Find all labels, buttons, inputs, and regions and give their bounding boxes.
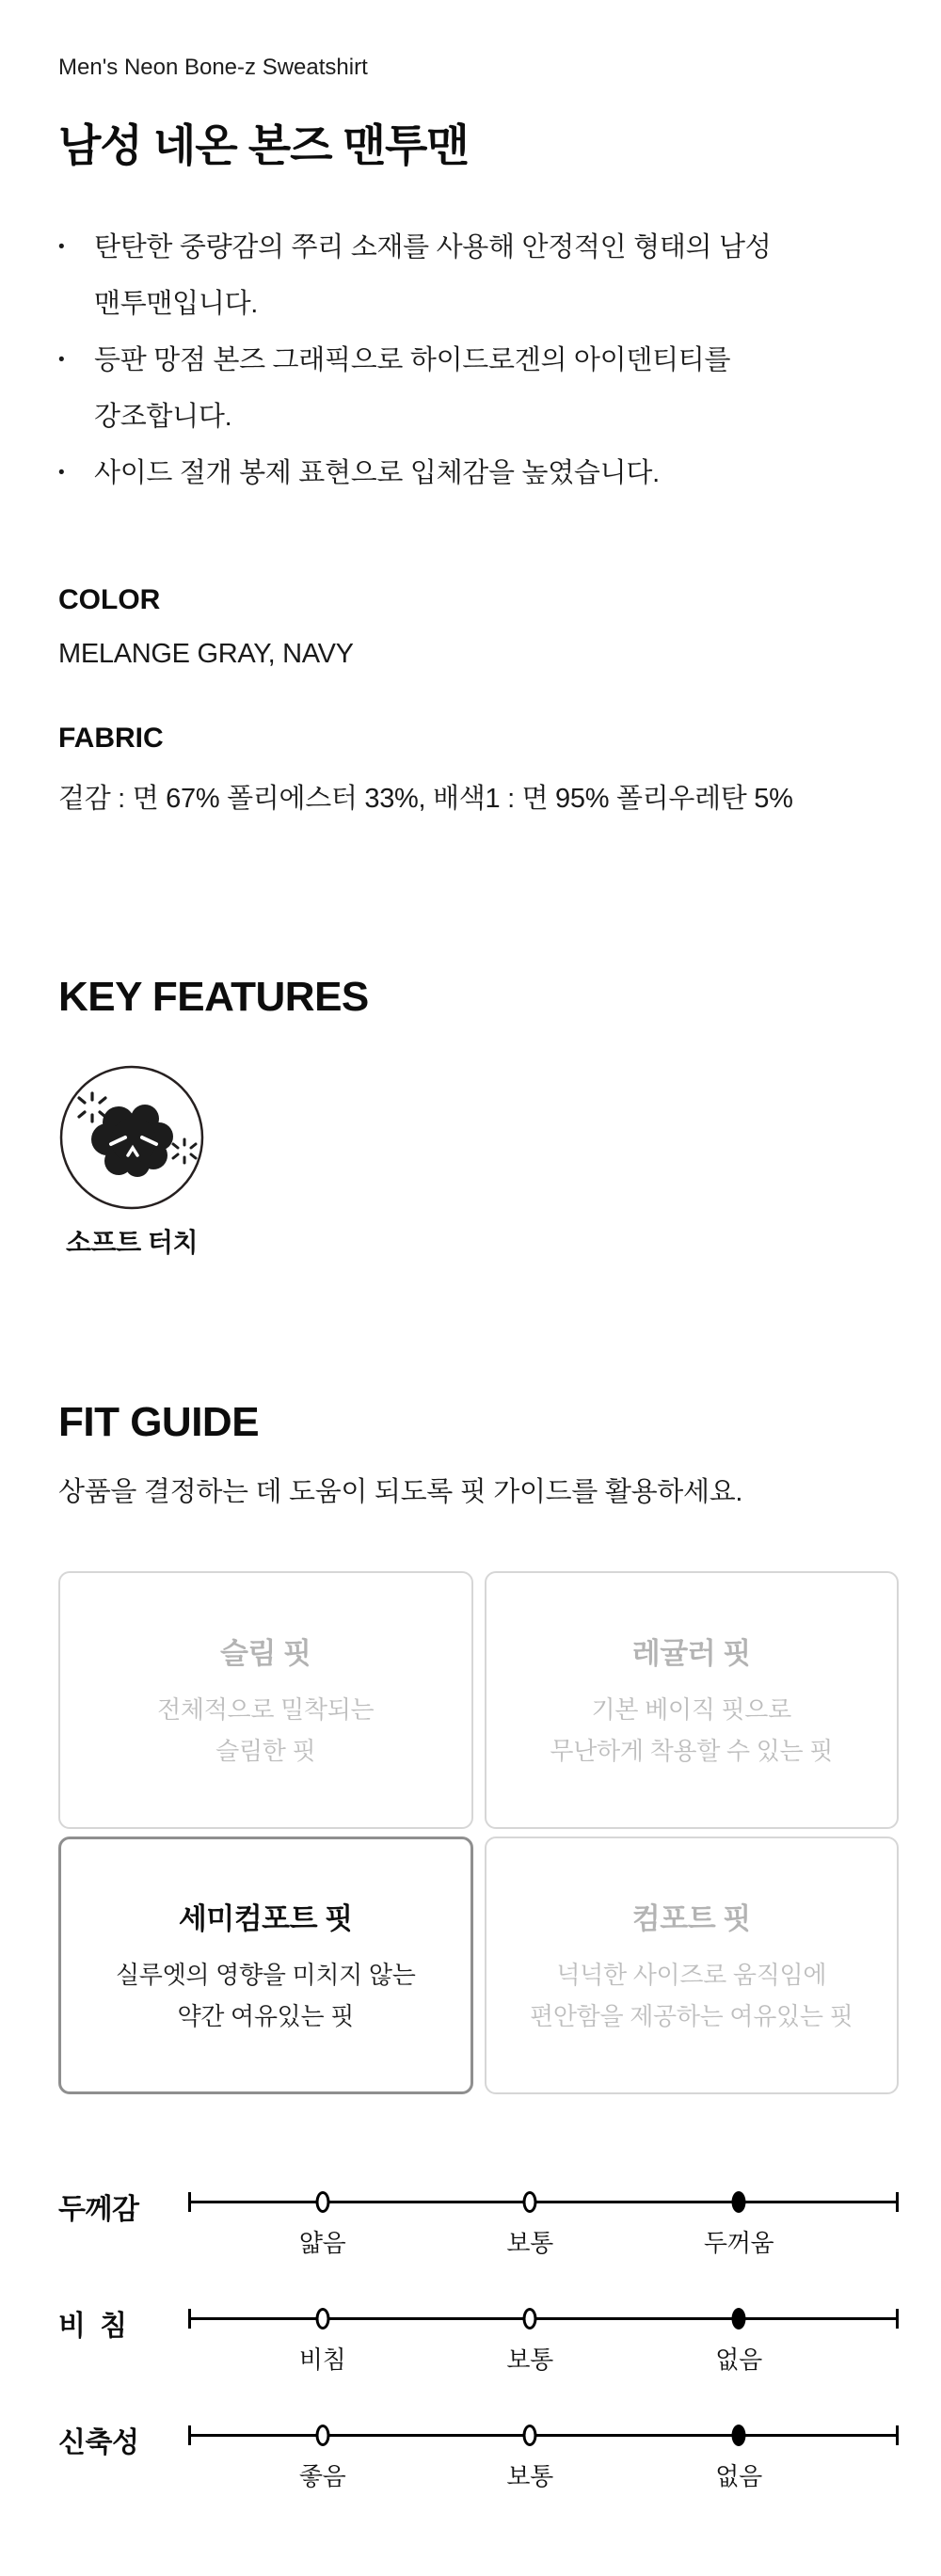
fit-card-semi-comfort xyxy=(58,1837,473,2094)
fit-card-description: 실루엣의 영향을 미치지 않는 약간 여유있는 핏 xyxy=(115,1960,416,2030)
scale-track xyxy=(188,2416,899,2490)
scale-line xyxy=(188,2317,899,2320)
fit-card-regular xyxy=(485,1571,900,1829)
scale-sheerness xyxy=(58,2299,899,2374)
fit-card-comfort xyxy=(485,1837,900,2094)
bullet-item xyxy=(58,332,899,445)
product-bullet-list xyxy=(58,219,899,501)
scale-dot xyxy=(732,2191,746,2213)
scale-end-tick xyxy=(188,2425,191,2445)
scale-dot xyxy=(523,2308,537,2330)
fit-attribute-scales xyxy=(58,2183,899,2490)
fit-card-description: 전체적으로 밀착되는 슬림한 핏 xyxy=(157,1694,375,1765)
scale-label: 비 침 xyxy=(58,2311,127,2342)
scale-line xyxy=(188,2434,899,2437)
product-subtitle-en: Men's Neon Bone-z Sweatshirt xyxy=(58,55,368,80)
scale-label: 신축성 xyxy=(58,2427,139,2458)
fit-card-slim xyxy=(58,1571,473,1829)
fit-options-grid xyxy=(58,1571,899,2094)
scale-dot xyxy=(523,2191,537,2213)
key-features-heading: KEY FEATURES xyxy=(58,974,369,1020)
scale-track xyxy=(188,2299,899,2374)
scale-dot xyxy=(315,2191,329,2213)
feature-label: 소프트 터치 xyxy=(65,1228,199,1257)
feature-soft-touch xyxy=(58,1064,205,1260)
bullet-dot-icon: • xyxy=(58,463,65,483)
scale-elasticity xyxy=(58,2416,899,2490)
scale-label: 두께감 xyxy=(58,2194,139,2225)
bullet-item xyxy=(58,445,899,501)
fit-guide-subtitle: 상품을 결정하는 데 도움이 되도록 핏 가이드를 활용하세요. xyxy=(58,1477,743,1507)
bullet-dot-icon: • xyxy=(58,237,65,257)
scale-end-tick xyxy=(896,2192,899,2212)
scale-track xyxy=(188,2183,899,2257)
bullet-item xyxy=(58,219,899,332)
fit-card-description: 기본 베이직 핏으로 무난하게 착용할 수 있는 핏 xyxy=(550,1694,834,1765)
fit-card-title: 세미컴포트 핏 xyxy=(178,1901,353,1935)
scale-line xyxy=(188,2201,899,2203)
color-section-heading: COLOR xyxy=(58,584,161,615)
scale-dot xyxy=(523,2425,537,2446)
scale-end-tick xyxy=(896,2425,899,2445)
product-title: 남성 네온 본즈 맨투맨 xyxy=(58,120,469,170)
key-features-section xyxy=(58,974,899,1260)
soft-touch-flower-sparkle-icon xyxy=(58,1064,205,1211)
scale-end-tick xyxy=(188,2192,191,2212)
scale-tick-label: 비침 xyxy=(298,2345,346,2374)
scale-thickness xyxy=(58,2183,899,2257)
fit-card-description: 넉넉한 사이즈로 움직임에 편안함을 제공하는 여유있는 핏 xyxy=(530,1960,853,2030)
scale-tick-label: 두꺼움 xyxy=(703,2229,774,2257)
bullet-text: 사이드 절개 봉제 표현으로 입체감을 높였습니다. xyxy=(94,458,660,488)
scale-tick-label: 보통 xyxy=(506,2229,553,2257)
color-section-value: MELANGE GRAY, NAVY xyxy=(58,639,354,669)
fit-card-title: 슬림 핏 xyxy=(220,1636,311,1670)
scale-dot xyxy=(732,2308,746,2330)
scale-tick-label: 보통 xyxy=(506,2345,553,2374)
scale-tick-label: 없음 xyxy=(715,2462,762,2490)
bullet-dot-icon: • xyxy=(58,350,65,370)
scale-end-tick xyxy=(188,2309,191,2329)
fit-guide-section xyxy=(58,1399,899,2490)
bullet-text: 등판 망점 본즈 그래픽으로 하이드로겐의 아이덴티티를 강조합니다. xyxy=(94,345,731,432)
scale-end-tick xyxy=(896,2309,899,2329)
scale-tick-label: 얇음 xyxy=(298,2229,346,2257)
fabric-section-value: 겉감 : 면 67% 폴리에스터 33%, 배색1 : 면 95% 폴리우레탄 5% xyxy=(58,784,793,814)
bullet-text: 탄탄한 중량감의 쭈리 소재를 사용해 안정적인 형태의 남성 맨투맨입니다. xyxy=(94,232,772,319)
fit-guide-heading: FIT GUIDE xyxy=(58,1399,260,1445)
scale-dot xyxy=(732,2425,746,2446)
fabric-section-heading: FABRIC xyxy=(58,723,164,754)
scale-tick-label: 좋음 xyxy=(298,2462,346,2490)
scale-tick-label: 보통 xyxy=(506,2462,553,2490)
scale-tick-label: 없음 xyxy=(715,2345,762,2374)
scale-dot xyxy=(315,2425,329,2446)
scale-dot xyxy=(315,2308,329,2330)
fit-card-title: 레귤러 핏 xyxy=(631,1636,751,1670)
fit-card-title: 컴포트 핏 xyxy=(631,1901,751,1935)
